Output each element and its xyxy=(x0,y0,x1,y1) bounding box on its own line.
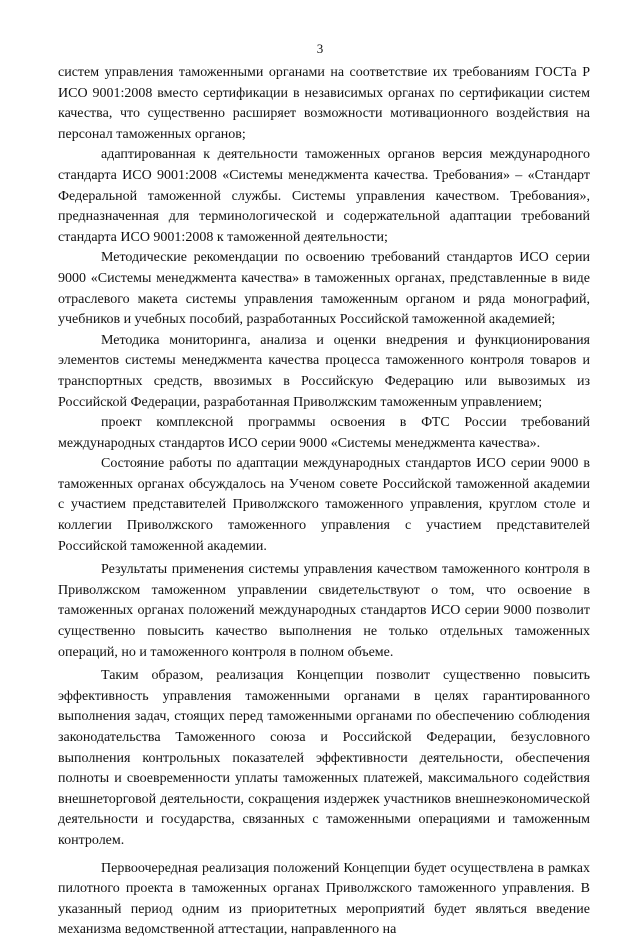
paragraph-pilot-implementation: Первоочередная реализация положений Концепции будет осуществлена в рамках пилотного проекта в таможенных органах Приволжского таможенного управления. В указанный период одним из приоритетных мероприятий будет являться введение механизма ведомственной аттестации, направленного на xyxy=(58,860,590,938)
paragraph-continuation: систем управления таможенными органами на соответствие их требованиям ГОСТа Р ИСО 9001:2008 вместо сертификации в независимых органах по сертификации систем качества, что существенно расширяет возможности мотивационного воздействия на персонал таможенных органов; xyxy=(58,65,590,142)
paragraph-methodical-recommendations: Методические рекомендации по освоению требований стандартов ИСО серии 9000 «Системы менеджмента качества» в таможенных органах, представленные в виде отраслевого макета системы управления таможенным органом и ряда монографий, учебников и учебных пособий, разработанных Российской таможенной академией; xyxy=(58,250,590,328)
paragraph-conclusion: Таким образом, реализация Концепции позволит существенно повысить эффективность управления таможенными органами в целях гарантированного выполнения задач, стоящих перед таможенными органами по обеспечению соблюдения законодательства Таможенного союза и Российской Федерации, безусловного выполнения контрольных показателей эффективности деятельности, обеспечения полноты и своевременности уплаты таможенных платежей, максимального содействия внешнеторговой деятельности, сокращения издержек участников внешнеэкономической деятельности и государства, связанных с таможенными операциями и таможенным контролем. xyxy=(58,668,590,848)
paragraph-results: Результаты применения системы управления качеством таможенного контроля в Приволжском таможенном управлении свидетельствуют о том, что освоение в таможенных органах положений международных стандартов ИСО серии 9000 позволит существенно повысить качество выполнения не только отдельных таможенных операций, но и таможенного контроля в полном объеме. xyxy=(58,562,590,660)
paragraph-monitoring-methodology: Методика мониторинга, анализа и оценки внедрения и функционирования элементов системы менеджмента качества процесса таможенного контроля товаров и транспортных средств, ввозимых в Российскую Федерацию или вывозимых из Российской Федерации, разработанная Приволжским таможенным управлением; xyxy=(58,332,590,410)
paragraph-work-status: Состояние работы по адаптации международных стандартов ИСО серии 9000 в таможенных органах обсуждалось на Ученом совете Российской таможенной академии с участием представителей Приволжского таможенного управления, круглом столе и коллегии Приволжского таможенного управления с участием представителей Российской таможенной академии. xyxy=(58,456,590,554)
paragraph-program-draft: проект комплексной программы освоения в ФТС России требований международных стандартов ИСО серии 9000 «Системы менеджмента качества». xyxy=(58,415,590,451)
document-body xyxy=(58,63,590,941)
page-number: 3 xyxy=(316,41,324,56)
paragraph-adapted-version: адаптированная к деятельности таможенных органов версия международного стандарта ИСО 9001:2008 «Системы менеджмента качества. Требования» – «Стандарт Федеральной таможенной службы. Системы управления качеством. Требования», предназначенная для терминологической и содержательной адаптации требований стандарта ИСО 9001:2008 к таможенной деятельности; xyxy=(58,147,590,245)
